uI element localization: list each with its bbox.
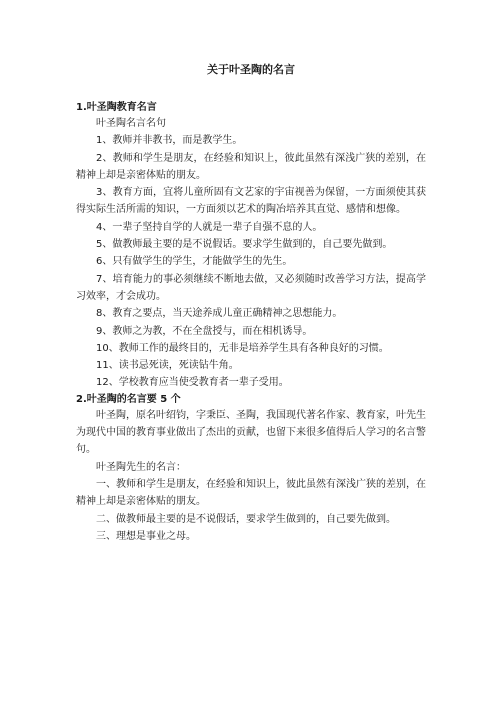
quote-item: 3、教育方面，宜将儿童所固有文艺家的宇宙视善为保留，一方面须使其获得实际生活所需的知识，一方面须以艺术的陶冶培养其直觉、感情和想像。 [76,187,426,216]
quote-item: 三、理想是事业之母。 [96,530,196,542]
quote-item: 9、教师之为教，不在全盘授与，而在相机诱导。 [96,325,313,337]
quote-item: 4、一辈子坚持自学的人就是一辈子自强不息的人。 [96,221,323,233]
document-title: 关于叶圣陶的名言 [207,63,295,76]
quote-item: 2、教师和学生是朋友，在经验和知识上，彼此虽然有深浅广狭的差别，在精神上却是亲密体贴的朋友。 [76,152,426,181]
paragraph: 叶圣陶，原名叶绍钧，字秉臣、圣陶，我国现代著名作家、教育家，叶先生为现代中国的教育事业做出了杰出的贡献，也留下来很多值得后人学习的名言警句。 [76,409,426,456]
quote-item: 6、只有做学生的学生，才能做学生的先生。 [96,256,293,268]
section-heading-1: 1.叶圣陶教育名言 [76,102,157,113]
quote-item: 11、读书忌死读，死读钻牛角。 [96,360,239,372]
section-five-quotes [76,392,426,545]
quote-item: 一、教师和学生是朋友，在经验和知识上，彼此虽然有深浅广狭的差别，在精神上却是亲密体贴的朋友。 [76,478,426,508]
section-heading-2: 2.叶圣陶的名言要 5 个 [76,393,181,405]
quote-item: 二、做教师最主要的是不说假话，要求学生做到的，自己要先做到。 [96,513,396,525]
quote-item: 1、教师并非教书，而是教学生。 [96,135,243,147]
quote-item: 5、做教师最主要的是不说假话。要求学生做到的，自己要先做到。 [96,239,393,251]
document-page [76,62,426,545]
quote-item: 7、培育能力的事必须继续不断地去做，又必须随时改善学习方法，提高学习效率，才会成功。 [76,273,426,302]
quote-item: 8、教育之要点，当天途养成儿童正确精神之思想能力。 [96,308,343,320]
paragraph: 叶圣陶名言名句 [96,118,166,129]
quote-item: 10、教师工作的最终目的，无非是培养学生具有各种良好的习惯。 [96,342,389,354]
section-education-quotes [76,100,426,392]
quote-item: 12、学校教育应当使受教育者一辈子受用。 [96,377,289,389]
paragraph: 叶圣陶先生的名言： [96,461,186,473]
